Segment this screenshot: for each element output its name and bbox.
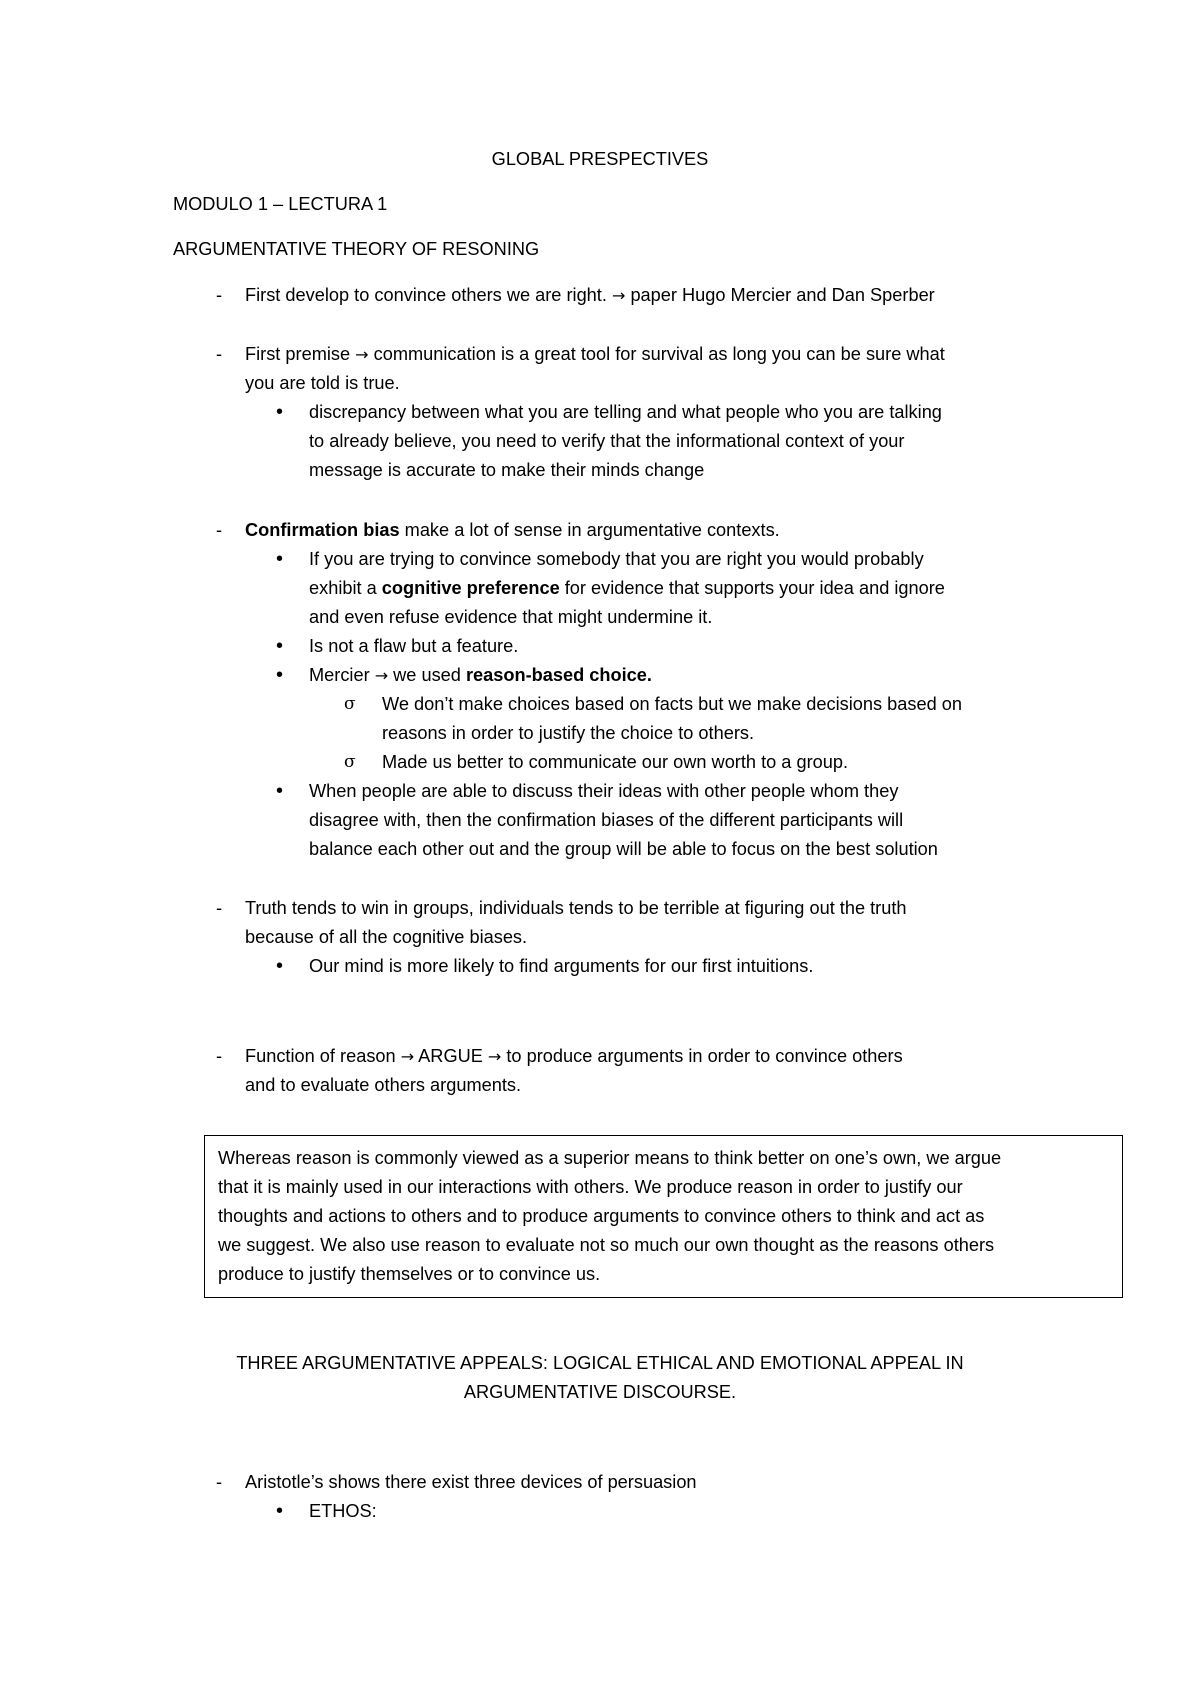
bold-term: cognitive preference [381,578,560,598]
bullet-icon: • [276,548,284,570]
list-item-confirmation-bias [245,516,780,545]
bullet-icon: • [276,635,284,657]
list-item-first-develop [245,281,935,310]
quote-line: that it is mainly used in our interactions with others. We produce reason in order to justify our [218,1177,963,1197]
module-heading: MODULO 1 – LECTURA 1 [173,194,388,214]
sub-item-text: discrepancy between what you are telling and what people who you are talking [309,402,942,422]
sub-item-text: balance each other out and the group will be able to focus on the best solution [309,839,938,859]
list-item-continuation: and to evaluate others arguments. [245,1075,522,1095]
sub-sub-item-text: Made us better to communicate our own worth to a group. [382,752,849,772]
list-item-truth-groups: Truth tends to win in groups, individuals tends to be terrible at figuring out the truth [245,898,907,918]
sigma-bullet-icon: σ [344,752,356,772]
bullet-icon: • [276,664,284,686]
list-dash: - [216,1472,223,1492]
sub-item-text: If you are trying to convince somebody that you are right you would probably [309,549,924,569]
list-dash: - [216,520,223,540]
section-heading-argumentative-theory: ARGUMENTATIVE THEORY OF RESONING [173,239,540,259]
sub-sub-item-text: We don’t make choices based on facts but we make decisions based on [382,694,962,714]
sub-item-text: ETHOS: [309,1501,377,1521]
arrow-right-icon: → [400,1047,415,1066]
sub-item-text: exhibit a cognitive preference for evidence that supports your idea and ignore [309,578,945,598]
list-item-function-of-reason: Function of reason → ARGUE → to produce arguments in order to convince others [245,1046,903,1066]
list-item-text: make a lot of sense in argumentative contexts. [399,520,780,540]
document-title: GLOBAL PRESPECTIVES [491,149,709,169]
arrow-right-icon: → [611,286,626,305]
list-item-text: First premise [245,344,351,364]
list-item-aristotle: Aristotle’s shows there exist three devices of persuasion [245,1472,697,1492]
bullet-icon: • [276,955,284,977]
sub-item-text: to already believe, you need to verify that the informational context of your [309,431,905,451]
arrow-right-icon: → [355,345,369,364]
section-heading-three-appeals: THREE ARGUMENTATIVE APPEALS: LOGICAL ETHICAL AND EMOTIONAL APPEAL IN [236,1353,964,1373]
list-item-continuation: you are told is true. [245,373,400,393]
sub-item-text: When people are able to discuss their ideas with other people whom they [309,781,899,801]
section-heading-three-appeals-continuation: ARGUMENTATIVE DISCOURSE. [463,1382,737,1402]
bold-term: Confirmation bias [245,520,400,540]
list-dash: - [216,898,223,918]
list-dash: - [216,344,223,364]
list-item-text: communication is a great tool for survival as long you can be sure what [373,344,945,364]
list-dash: - [216,1046,223,1066]
list-item-text: First develop to convince others we are right. [245,285,607,305]
sub-item-text: Mercier → we used reason-based choice. [309,665,652,685]
quote-line: thoughts and actions to others and to produce arguments to convince others to think and act as [218,1206,985,1226]
sub-sub-item-text: reasons in order to justify the choice to others. [382,723,755,743]
sub-item-text: and even refuse evidence that might undermine it. [309,607,713,627]
sub-item-text: Our mind is more likely to find arguments for our first intuitions. [309,956,814,976]
bullet-icon: • [276,1500,284,1522]
sub-item-text: message is accurate to make their minds change [309,460,705,480]
list-item-text: paper Hugo Mercier and Dan Sperber [630,285,935,305]
list-item-continuation: because of all the cognitive biases. [245,927,528,947]
arrow-right-icon: → [374,666,389,685]
bold-term: reason-based choice. [465,665,652,685]
list-item-first-premise [245,340,945,369]
quote-line: produce to justify themselves or to convince us. [218,1264,601,1284]
sub-item-text: disagree with, then the confirmation biases of the different participants will [309,810,904,830]
bullet-icon: • [276,401,284,423]
quote-line: Whereas reason is commonly viewed as a superior means to think better on one’s own, we argue [218,1148,1002,1168]
sigma-bullet-icon: σ [344,694,356,714]
arrow-right-icon: → [487,1047,502,1066]
list-dash: - [216,285,223,305]
bullet-icon: • [276,780,284,802]
quote-line: we suggest. We also use reason to evaluate not so much our own thought as the reasons others [218,1235,995,1255]
sub-item-text: Is not a flaw but a feature. [309,636,519,656]
